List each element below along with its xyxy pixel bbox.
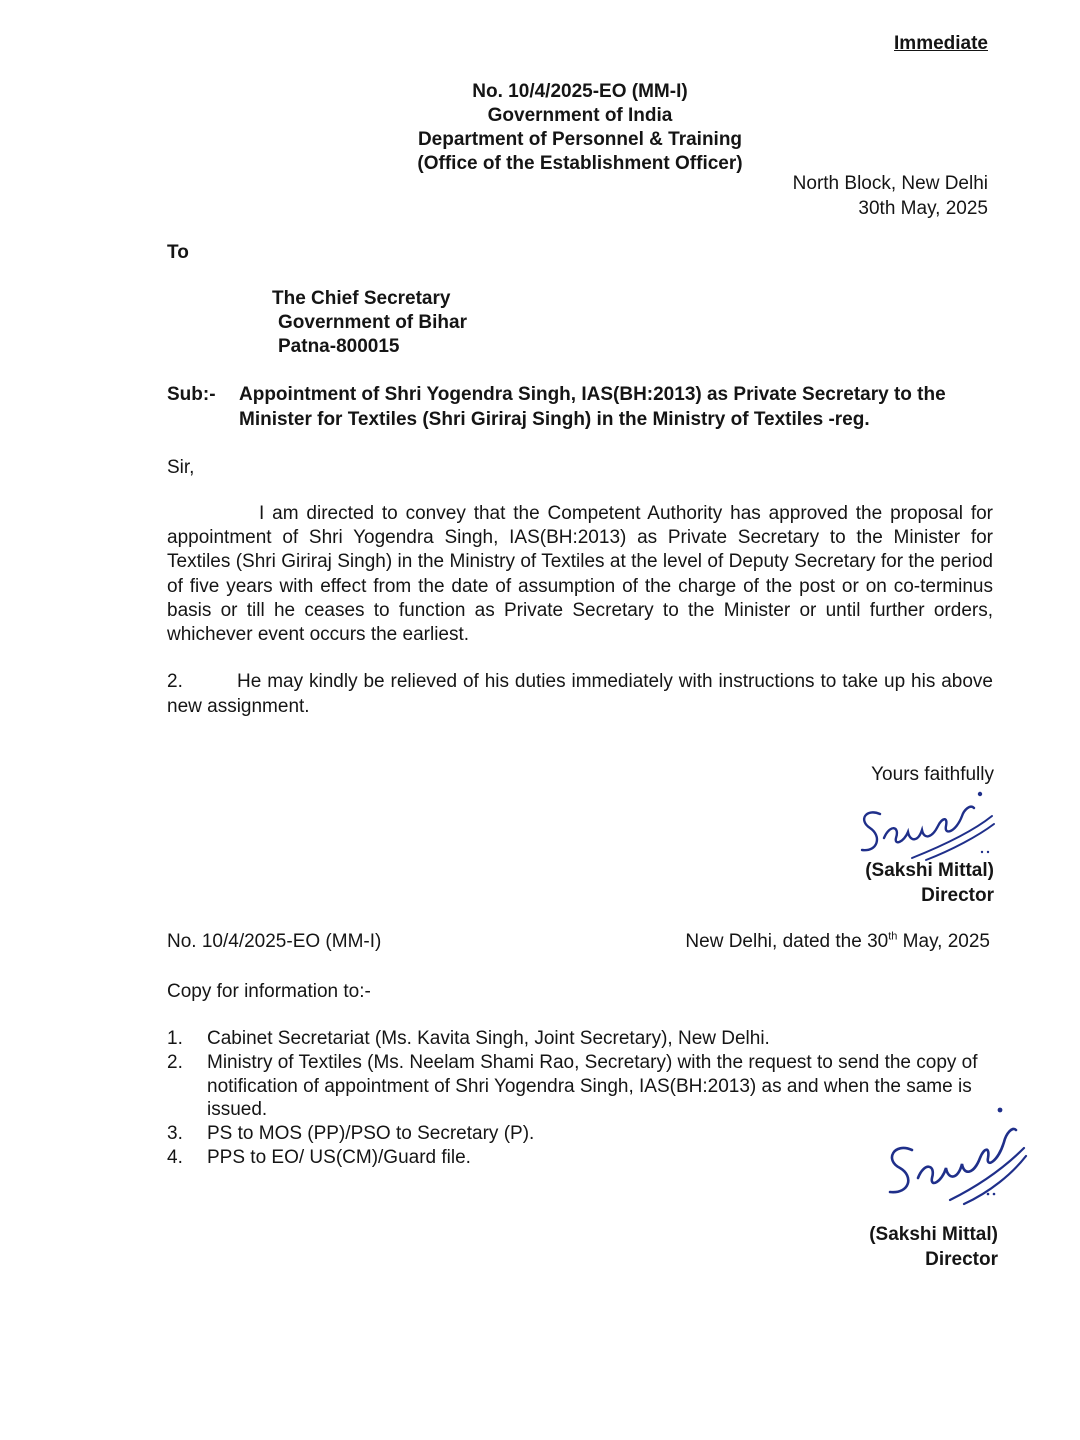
paragraph-2-number: 2.: [167, 671, 183, 692]
list-item-number: 4.: [167, 1146, 183, 1168]
subject-label: Sub:-: [167, 384, 216, 405]
to-label: To: [167, 242, 189, 263]
list-item-text: Cabinet Secretariat (Ms. Kavita Singh, Joint Secretary), New Delhi.: [207, 1028, 770, 1049]
place: North Block, New Delhi: [792, 173, 988, 194]
signature-image: [852, 786, 1002, 866]
list-item-number: 1.: [167, 1028, 183, 1049]
copy-signatory-block: [869, 1222, 998, 1272]
copy-dated-suffix: May, 2025: [897, 931, 990, 952]
subject-block: [167, 382, 997, 432]
list-item: [167, 1051, 987, 1122]
signatory-block: [865, 858, 994, 908]
paragraph-2: [167, 669, 993, 719]
file-number: No. 10/4/2025-EO (MM-I): [472, 81, 688, 102]
subject-text: Appointment of Shri Yogendra Singh, IAS(BH:2013) as Private Secretary to the Minister for Textiles (Shri Giriraj Singh) in the Ministry of Textiles -reg.: [239, 384, 946, 430]
letter-date: 30th May, 2025: [858, 198, 988, 219]
letter-header: [330, 80, 830, 176]
copy-dated-suffix-sup: th: [888, 930, 898, 943]
list-item-text: Ministry of Textiles (Ms. Neelam Shami Rao, Secretary) with the request to send the copy of notification of appointment of Shri Yogendra Singh, IAS(BH:2013) as and when the same is issued.: [207, 1051, 978, 1121]
addressee-line-3: Patna-800015: [278, 336, 400, 357]
addressee-line-1: The Chief Secretary: [272, 288, 451, 309]
priority-marking: Immediate: [894, 33, 988, 54]
copy-signatory-designation: Director: [925, 1249, 998, 1270]
list-item: [167, 1122, 987, 1146]
salutation: Sir,: [167, 457, 195, 478]
copy-signatory-name: (Sakshi Mittal): [869, 1224, 998, 1245]
copy-dated-prefix: New Delhi, dated the 30: [685, 931, 889, 952]
paragraph-1-text: I am directed to convey that the Competent Authority has approved the proposal for appointment of Shri Yogendra Singh, IAS(BH:2013) as Private Secretary to the Minister for Textiles (Shri Giriraj Singh) in the Ministry of Textiles at the level of Deputy Secretary for the period of five years with effect from the date of assumption of the charge of the post or on co-terminus basis or till he ceases to function as Private Secretary to the Minister or until further orders, whichever event occurs the earliest.: [167, 503, 993, 646]
list-item-number: 3.: [167, 1123, 183, 1145]
addressee-block: [272, 287, 467, 359]
list-item: [167, 1146, 987, 1170]
place-date-block: [793, 171, 988, 221]
office-name: (Office of the Establishment Officer): [417, 153, 743, 174]
list-item-text: PPS to EO/ US(CM)/Guard file.: [207, 1146, 471, 1168]
copy-heading: Copy for information to:-: [167, 981, 371, 1002]
paragraph-1: [167, 502, 993, 647]
addressee-line-2: Government of Bihar: [278, 312, 467, 333]
closing: Yours faithfully: [871, 764, 994, 785]
list-item-number: 2.: [167, 1051, 183, 1073]
signature-image: [878, 1104, 1028, 1208]
paragraph-2-text: He may kindly be relieved of his duties immediately with instructions to take up his above new assignment.: [167, 671, 993, 717]
copy-reference-number: No. 10/4/2025-EO (MM-I): [167, 931, 382, 952]
government-name: Government of India: [487, 105, 673, 126]
list-item: [167, 1027, 987, 1051]
signatory-name: (Sakshi Mittal): [865, 860, 994, 881]
copy-list: [167, 1027, 987, 1170]
department-name: Department of Personnel & Training: [417, 129, 743, 150]
list-item-text: PS to MOS (PP)/PSO to Secretary (P).: [207, 1123, 535, 1145]
signatory-designation: Director: [921, 885, 994, 906]
copy-dated-line: [685, 930, 990, 955]
